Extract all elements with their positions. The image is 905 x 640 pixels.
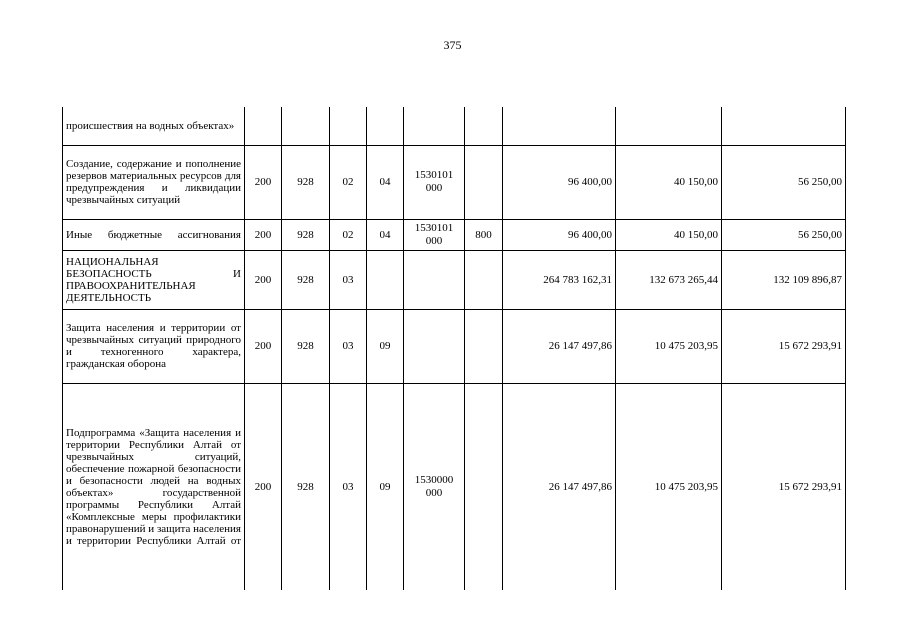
cell-csr-2 [404, 107, 465, 145]
table-row [63, 309, 846, 383]
cell-sum-3: 132 109 896,87 [722, 250, 846, 309]
cell-vr: 800 [465, 219, 503, 250]
cell-sum-1: 26 147 497,86 [503, 383, 616, 590]
row-name: происшествия на водных объектах» [63, 107, 245, 145]
cell-csr-2: 1530101 000 [404, 219, 465, 250]
cell-csr-2: 1530000 000 [404, 383, 465, 590]
cell-csr-2: 1530101 000 [404, 145, 465, 219]
cell-vr [465, 145, 503, 219]
row-name: Создание, содержание и пополнение резервов материальных ресурсов для предупреждения и ликвидации чрезвычайных ситуаций [63, 145, 245, 219]
cell-vr [465, 107, 503, 145]
table-row [63, 250, 846, 309]
cell-pr [330, 107, 367, 145]
cell-sum-1: 96 400,00 [503, 219, 616, 250]
table-row [63, 107, 846, 145]
cell-ved: 200 [245, 309, 282, 383]
cell-sum-2: 10 475 203,95 [616, 383, 722, 590]
cell-csr-1: 09 [367, 309, 404, 383]
cell-sum-2 [616, 107, 722, 145]
row-name: Иные бюджетные ассигнования [63, 219, 245, 250]
cell-sum-2: 132 673 265,44 [616, 250, 722, 309]
cell-sum-1 [503, 107, 616, 145]
cell-pr: 02 [330, 145, 367, 219]
row-name: Защита населения и территории от чрезвычайных ситуаций природного и техногенного характера, гражданская оборона [63, 309, 245, 383]
cell-ved: 200 [245, 250, 282, 309]
cell-sum-1: 96 400,00 [503, 145, 616, 219]
table-row [63, 219, 846, 250]
cell-ved: 200 [245, 219, 282, 250]
cell-pr: 03 [330, 309, 367, 383]
cell-sum-3: 15 672 293,91 [722, 309, 846, 383]
cell-ved: 200 [245, 145, 282, 219]
cell-rz: 928 [282, 250, 330, 309]
cell-vr [465, 309, 503, 383]
cell-csr-1: 09 [367, 383, 404, 590]
cell-vr [465, 383, 503, 590]
cell-pr: 03 [330, 250, 367, 309]
cell-csr-1: 04 [367, 145, 404, 219]
cell-sum-3: 15 672 293,91 [722, 383, 846, 590]
cell-rz: 928 [282, 145, 330, 219]
cell-sum-2: 40 150,00 [616, 219, 722, 250]
cell-csr-2 [404, 250, 465, 309]
cell-ved [245, 107, 282, 145]
cell-rz [282, 107, 330, 145]
cell-sum-3: 56 250,00 [722, 145, 846, 219]
cell-rz: 928 [282, 309, 330, 383]
cell-csr-1 [367, 250, 404, 309]
cell-csr-2 [404, 309, 465, 383]
page-number: 375 [443, 38, 462, 52]
cell-csr-1 [367, 107, 404, 145]
cell-sum-3: 56 250,00 [722, 219, 846, 250]
cell-rz: 928 [282, 219, 330, 250]
row-name: НАЦИОНАЛЬНАЯ БЕЗОПАСНОСТЬ И ПРАВООХРАНИТЕЛЬНАЯ ДЕЯТЕЛЬНОСТЬ [63, 250, 245, 309]
cell-vr [465, 250, 503, 309]
cell-rz: 928 [282, 383, 330, 590]
budget-table [62, 107, 846, 590]
cell-sum-1: 26 147 497,86 [503, 309, 616, 383]
cell-pr: 02 [330, 219, 367, 250]
cell-sum-3 [722, 107, 846, 145]
cell-csr-1: 04 [367, 219, 404, 250]
row-name: Подпрограмма «Защита населения и территории Республики Алтай от чрезвычайных ситуаций, обеспечение пожарной безопасности и безопасности людей на водных объектах» государственной программы Республики Алтай «Комплексные меры профилактики правонарушений и защита населения и территории Республики Алтай от [63, 383, 245, 590]
cell-sum-2: 10 475 203,95 [616, 309, 722, 383]
table-row [63, 145, 846, 219]
cell-ved: 200 [245, 383, 282, 590]
table-row [63, 383, 846, 590]
cell-sum-1: 264 783 162,31 [503, 250, 616, 309]
cell-pr: 03 [330, 383, 367, 590]
cell-sum-2: 40 150,00 [616, 145, 722, 219]
